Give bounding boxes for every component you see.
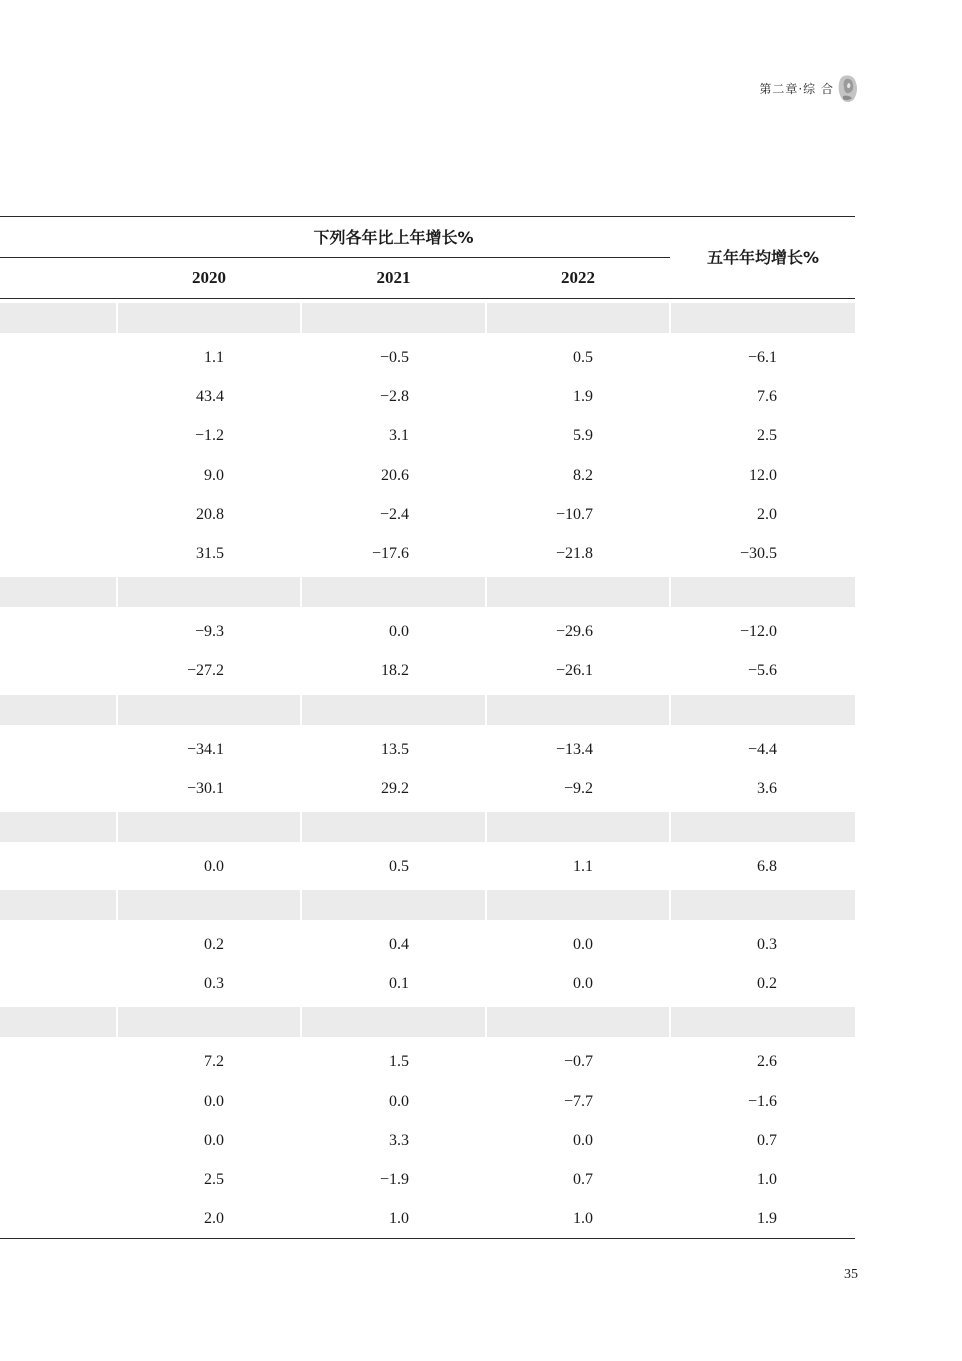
cell-2022: 1.0: [573, 1210, 593, 1228]
group-header: 下列各年比上年增长%: [313, 228, 474, 247]
section-header-cell: [0, 1007, 116, 1037]
cell-2020: 7.2: [204, 1053, 224, 1071]
table-row: [0, 377, 855, 416]
table-body: [0, 303, 855, 1238]
cell-2020: −1.2: [194, 427, 224, 445]
cell-2020: −27.2: [186, 662, 224, 680]
row-label-cell: [0, 1082, 116, 1121]
row-label-cell: [0, 1121, 116, 1160]
cell-2020: −34.1: [186, 740, 224, 758]
cell-2020: 0.0: [204, 857, 224, 875]
section-header-cell: [487, 1007, 669, 1037]
cell-2020: −30.1: [186, 779, 224, 797]
cell-2022: 0.0: [573, 936, 593, 954]
table-row: [0, 612, 855, 651]
cell-five-year-average: −30.5: [739, 544, 777, 562]
section-header-cell: [671, 1007, 855, 1037]
section-header-band: [0, 890, 855, 920]
cell-2021: 3.3: [389, 1131, 409, 1149]
row-label-cell: [0, 964, 116, 1003]
cell-2022: −7.7: [563, 1092, 593, 1110]
cell-2021: 0.5: [389, 857, 409, 875]
cell-2020: 9.0: [204, 466, 224, 484]
section-header-cell: [671, 812, 855, 842]
row-label-cell: [0, 847, 116, 886]
table-row: [0, 1082, 855, 1121]
cell-2021: −0.5: [379, 349, 409, 366]
cell-2021: 3.1: [389, 427, 409, 445]
table-section: [0, 812, 855, 890]
cell-five-year-average: 2.5: [757, 427, 777, 445]
table-row: [0, 1160, 855, 1199]
section-rows: [0, 1037, 855, 1238]
cell-five-year-average: −4.4: [747, 740, 777, 758]
row-label-cell: [0, 1199, 116, 1238]
section-header-cell: [487, 695, 669, 725]
cell-2022: −26.1: [555, 662, 593, 680]
statistics-table: [0, 216, 855, 1239]
section-header-cell: [0, 695, 116, 725]
row-label-cell: [0, 769, 116, 808]
section-header-cell: [671, 577, 855, 607]
row-label-cell: [0, 456, 116, 495]
cell-five-year-average: −1.6: [747, 1092, 777, 1110]
cell-2022: −9.2: [563, 779, 593, 797]
row-label-cell: [0, 495, 116, 534]
table-row: [0, 495, 855, 534]
section-header-cell: [118, 577, 300, 607]
table-row: [0, 925, 855, 964]
row-label-cell: [0, 651, 116, 690]
cell-2022: −21.8: [555, 544, 593, 562]
section-header-band: [0, 303, 855, 333]
cell-five-year-average: −5.6: [747, 662, 777, 680]
cell-2020: 43.4: [196, 388, 224, 406]
cell-2022: 0.0: [573, 1131, 593, 1149]
cell-2021: 0.0: [389, 1092, 409, 1110]
table-row: [0, 730, 855, 769]
table-row: [0, 1042, 855, 1081]
chapter-emblem-icon: [837, 74, 859, 104]
table-row: [0, 1199, 855, 1238]
section-rows: [0, 842, 855, 890]
section-header-cell: [0, 812, 116, 842]
table-row: [0, 964, 855, 1003]
section-header-cell: [118, 303, 300, 333]
cell-five-year-average: 0.7: [757, 1131, 777, 1149]
cell-2021: 13.5: [381, 740, 409, 758]
row-label-cell: [0, 338, 116, 377]
section-header-cell: [487, 303, 669, 333]
cell-five-year-average: −12.0: [739, 623, 777, 641]
section-header-band: [0, 577, 855, 607]
cell-five-year-average: 1.9: [757, 1210, 777, 1228]
section-header-cell: [118, 890, 300, 920]
section-header-cell: [671, 890, 855, 920]
header-mid-rule: [0, 257, 670, 258]
cell-2021: 1.5: [389, 1053, 409, 1071]
running-header: 第二章·综 合: [759, 82, 834, 96]
section-header-cell: [302, 303, 485, 333]
cell-2021: 29.2: [381, 779, 409, 797]
table-row: [0, 651, 855, 690]
cell-2021: 0.1: [389, 975, 409, 993]
table-row: [0, 456, 855, 495]
cell-2021: 1.0: [389, 1210, 409, 1228]
five-year-average-header: 五年年均增长%: [706, 248, 820, 267]
table-row: [0, 534, 855, 573]
cell-2022: 0.0: [573, 975, 593, 993]
row-label-cell: [0, 534, 116, 573]
table-bottom-rule: [0, 1238, 855, 1239]
cell-2020: 20.8: [196, 505, 224, 523]
section-header-cell: [0, 303, 116, 333]
section-rows: [0, 607, 855, 694]
section-header-cell: [0, 890, 116, 920]
cell-2021: −2.4: [379, 505, 409, 523]
cell-five-year-average: 7.6: [757, 388, 777, 406]
section-header-cell: [302, 1007, 485, 1037]
cell-2020: 0.0: [204, 1092, 224, 1110]
section-header-band: [0, 695, 855, 725]
cell-five-year-average: 0.3: [757, 936, 777, 954]
cell-2020: 0.0: [204, 1131, 224, 1149]
cell-2020: 31.5: [196, 544, 224, 562]
cell-five-year-average: 12.0: [749, 466, 777, 484]
cell-2021: −17.6: [371, 544, 409, 562]
cell-2022: 0.5: [573, 349, 593, 366]
cell-2020: 2.0: [204, 1210, 224, 1228]
section-header-cell: [302, 695, 485, 725]
section-header-cell: [302, 812, 485, 842]
cell-five-year-average: 2.6: [757, 1053, 777, 1071]
section-rows: [0, 920, 855, 1007]
page-number: 35: [844, 1267, 858, 1282]
table-row: [0, 769, 855, 808]
section-header-cell: [302, 577, 485, 607]
table-section: [0, 577, 855, 694]
table-row: [0, 416, 855, 455]
cell-2022: 1.9: [573, 388, 593, 406]
row-label-cell: [0, 730, 116, 769]
cell-2020: 0.2: [204, 936, 224, 954]
cell-2022: −29.6: [555, 623, 593, 641]
table-row: [0, 1121, 855, 1160]
section-header-cell: [487, 890, 669, 920]
section-header-cell: [118, 812, 300, 842]
row-label-cell: [0, 612, 116, 651]
cell-2022: 8.2: [573, 466, 593, 484]
year-header-2022: 2022: [561, 268, 595, 287]
cell-five-year-average: −6.1: [747, 349, 777, 366]
section-header-cell: [118, 695, 300, 725]
cell-2022: 5.9: [573, 427, 593, 445]
cell-2021: −2.8: [379, 388, 409, 406]
section-header-cell: [118, 1007, 300, 1037]
section-header-cell: [671, 695, 855, 725]
cell-2021: 0.0: [389, 623, 409, 641]
section-header-cell: [671, 303, 855, 333]
cell-2021: 18.2: [381, 662, 409, 680]
row-label-cell: [0, 416, 116, 455]
section-header-band: [0, 1007, 855, 1037]
table-section: [0, 303, 855, 577]
table-row: [0, 338, 855, 377]
section-header-cell: [302, 890, 485, 920]
cell-five-year-average: 1.0: [757, 1171, 777, 1188]
header-bottom-rule: [0, 298, 855, 299]
cell-five-year-average: 2.0: [757, 505, 777, 523]
cell-2021: 20.6: [381, 466, 409, 484]
year-header-2021: 2021: [376, 268, 411, 287]
table-top-rule: [0, 216, 855, 217]
cell-2021: −1.9: [379, 1171, 409, 1188]
cell-2022: −10.7: [555, 505, 593, 523]
section-header-band: [0, 812, 855, 842]
cell-2021: 0.4: [389, 936, 409, 954]
cell-2020: 0.3: [204, 975, 224, 993]
cell-five-year-average: 6.8: [757, 857, 777, 875]
table-section: [0, 1007, 855, 1238]
section-header-cell: [0, 577, 116, 607]
cell-five-year-average: 3.6: [757, 779, 777, 797]
table-section: [0, 890, 855, 1007]
cell-2020: 1.1: [204, 349, 224, 366]
table-row: [0, 847, 855, 886]
cell-2022: −13.4: [555, 740, 593, 758]
row-label-cell: [0, 1042, 116, 1081]
cell-2022: 0.7: [573, 1171, 593, 1188]
section-rows: [0, 333, 855, 577]
section-rows: [0, 725, 855, 812]
table-section: [0, 695, 855, 812]
cell-2020: 2.5: [204, 1171, 224, 1188]
cell-2020: −9.3: [194, 623, 224, 641]
row-label-cell: [0, 925, 116, 964]
section-header-cell: [487, 812, 669, 842]
cell-2022: 1.1: [573, 857, 593, 875]
year-header-2020: 2020: [192, 268, 226, 287]
section-header-cell: [487, 577, 669, 607]
cell-five-year-average: 0.2: [757, 975, 777, 993]
cell-2022: −0.7: [563, 1053, 593, 1071]
row-label-cell: [0, 377, 116, 416]
row-label-cell: [0, 1160, 116, 1199]
